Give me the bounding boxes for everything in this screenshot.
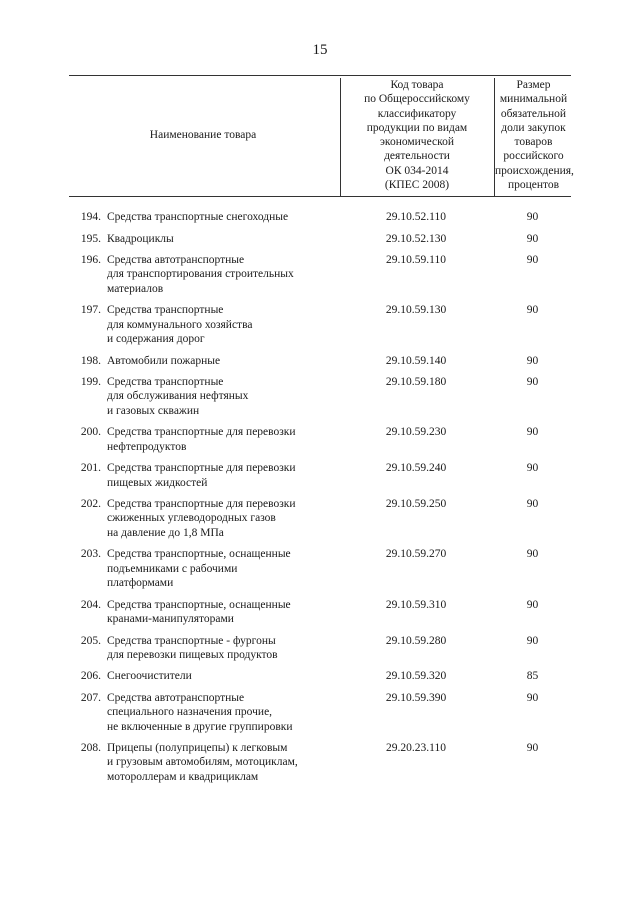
row-product-name (107, 303, 347, 346)
row-number: 199. (80, 376, 101, 389)
row-number: 206. (80, 670, 101, 683)
header-share-line: происхождения, (495, 164, 574, 177)
header-share-line: Размер (516, 79, 551, 91)
row-number: 197. (80, 304, 101, 317)
row-number: 194. (80, 211, 101, 223)
header-code-column (340, 78, 493, 196)
row-min-share: 90 (526, 376, 539, 389)
row-product-name-line: для обслуживания нефтяных (107, 390, 249, 403)
row-min-share: 90 (526, 462, 539, 475)
header-code-line: экономической (380, 136, 454, 149)
row-product-name-line: Средства автотранспортные (107, 692, 245, 704)
row-product-name-line: специального назначения прочие, (107, 706, 273, 719)
row-product-name-line: Средства транспортные снегоходные (107, 211, 289, 223)
row-min-share: 90 (526, 548, 539, 561)
row-min-share: 90 (526, 232, 539, 245)
row-product-name (107, 461, 347, 490)
row-product-name (107, 634, 347, 663)
row-okpd-code: 29.10.52.130 (385, 232, 447, 245)
row-product-name-line: и грузовым автомобилям, мотоциклам, (107, 756, 298, 769)
row-product-name-line: пищевых жидкостей (107, 476, 208, 489)
row-product-name-line: для перевозки пищевых продуктов (107, 648, 278, 661)
row-product-name-line: Квадроциклы (107, 232, 174, 245)
row-number: 204. (80, 598, 101, 611)
row-number: 208. (80, 742, 101, 755)
row-product-name-line: Средства транспортные, оснащенные (107, 548, 291, 561)
header-code-line: продукции по видам (366, 121, 468, 134)
header-share-line: доли закупок (501, 121, 566, 134)
row-product-name-line: Снегоочистители (107, 670, 192, 683)
header-bottom-rule (69, 196, 571, 197)
row-product-name-line: материалов (107, 282, 164, 295)
row-min-share: 90 (526, 254, 539, 267)
row-product-name (107, 497, 347, 540)
row-okpd-code: 29.10.59.140 (385, 354, 447, 367)
table-header (69, 75, 574, 196)
row-number: 196. (80, 254, 101, 267)
row-number: 198. (80, 354, 101, 367)
row-number: 203. (80, 548, 101, 561)
row-product-name-line: на давление до 1,8 МПа (107, 526, 224, 539)
row-okpd-code: 29.10.59.180 (385, 376, 447, 389)
row-product-name-line: подъемниками с рабочими (107, 562, 238, 575)
row-min-share: 90 (526, 354, 539, 367)
row-product-name (107, 598, 347, 627)
row-number: 201. (80, 462, 101, 475)
row-product-name (107, 210, 347, 224)
row-min-share: 90 (526, 304, 539, 317)
row-product-name-line: кранами-манипуляторами (107, 612, 234, 625)
row-min-share: 90 (526, 634, 539, 647)
row-product-name-line: не включенные в другие группировки (107, 720, 293, 733)
row-number: 200. (80, 426, 101, 439)
row-min-share: 85 (526, 670, 539, 683)
row-product-name (107, 425, 347, 454)
header-share-line: российского (503, 150, 564, 163)
row-okpd-code: 29.10.52.110 (386, 211, 446, 223)
row-min-share: 90 (526, 742, 539, 755)
row-product-name (107, 691, 347, 734)
row-okpd-code: 29.10.59.230 (385, 426, 447, 439)
row-number: 207. (80, 692, 101, 704)
row-product-name-line: Средства транспортные, оснащенные (107, 598, 291, 611)
row-okpd-code: 29.20.23.110 (386, 742, 446, 755)
header-share-line: обязательной (500, 107, 567, 120)
row-okpd-code: 29.10.59.310 (385, 598, 447, 611)
header-code-line: ОК 034-2014 (385, 164, 449, 177)
page-number: 15 (312, 42, 328, 58)
row-product-name-line: сжиженных углеводородных газов (107, 512, 276, 525)
header-share-line: товаров (514, 136, 553, 149)
row-okpd-code: 29.10.59.110 (386, 254, 446, 267)
row-number: 205. (80, 634, 101, 647)
row-product-name (107, 232, 347, 246)
header-name-column: Наименование товара (149, 129, 257, 142)
row-okpd-code: 29.10.59.130 (385, 304, 447, 317)
row-product-name-line: Средства транспортные для перевозки (107, 462, 296, 475)
row-product-name (107, 669, 347, 683)
row-product-name-line: нефтепродуктов (107, 440, 187, 453)
row-min-share: 90 (526, 598, 539, 611)
header-share-line: минимальной (499, 93, 568, 106)
row-product-name-line: Средства автотранспортные (107, 254, 245, 267)
row-product-name-line: и содержания дорог (107, 332, 205, 345)
row-okpd-code: 29.10.59.270 (385, 548, 447, 561)
row-min-share: 90 (526, 498, 539, 511)
row-product-name-line: Средства транспортные - фургоны (107, 634, 276, 647)
row-okpd-code: 29.10.59.250 (385, 498, 447, 511)
row-product-name-line: Средства транспортные для перевозки (107, 498, 296, 511)
row-okpd-code: 29.10.59.240 (385, 462, 447, 475)
row-product-name-line: Прицепы (полуприцепы) к легковым (107, 742, 288, 755)
header-code-line: Код товара (390, 79, 444, 91)
row-number: 202. (80, 498, 101, 511)
row-okpd-code: 29.10.59.320 (385, 670, 447, 683)
header-share-line: процентов (507, 179, 560, 192)
row-product-name-line: Средства транспортные (107, 376, 224, 389)
row-product-name-line: для коммунального хозяйства (107, 318, 253, 331)
header-share-column (494, 78, 572, 196)
row-product-name (107, 354, 347, 368)
row-product-name-line: Средства транспортные для перевозки (107, 426, 296, 439)
row-product-name-line: Автомобили пожарные (107, 354, 221, 367)
header-code-line: по Общероссийскому (364, 93, 470, 106)
header-code-line: деятельности (384, 150, 450, 163)
header-code-line: классификатору (377, 107, 457, 120)
row-okpd-code: 29.10.59.390 (385, 692, 447, 704)
row-product-name (107, 741, 347, 784)
row-product-name (107, 547, 347, 590)
row-okpd-code: 29.10.59.280 (385, 634, 447, 647)
row-product-name (107, 253, 347, 296)
row-min-share: 90 (526, 692, 539, 704)
row-product-name-line: платформами (107, 576, 174, 589)
row-product-name-line: для транспортирования строительных (107, 268, 294, 281)
row-number: 195. (80, 232, 101, 245)
row-product-name-line: и газовых скважин (107, 404, 200, 417)
row-min-share: 90 (526, 426, 539, 439)
row-product-name-line: Средства транспортные (107, 304, 224, 317)
header-code-line: (КПЕС 2008) (384, 179, 450, 192)
row-product-name-line: мотороллерам и квадрициклам (107, 770, 259, 783)
row-min-share: 90 (526, 211, 539, 223)
row-product-name (107, 375, 347, 418)
